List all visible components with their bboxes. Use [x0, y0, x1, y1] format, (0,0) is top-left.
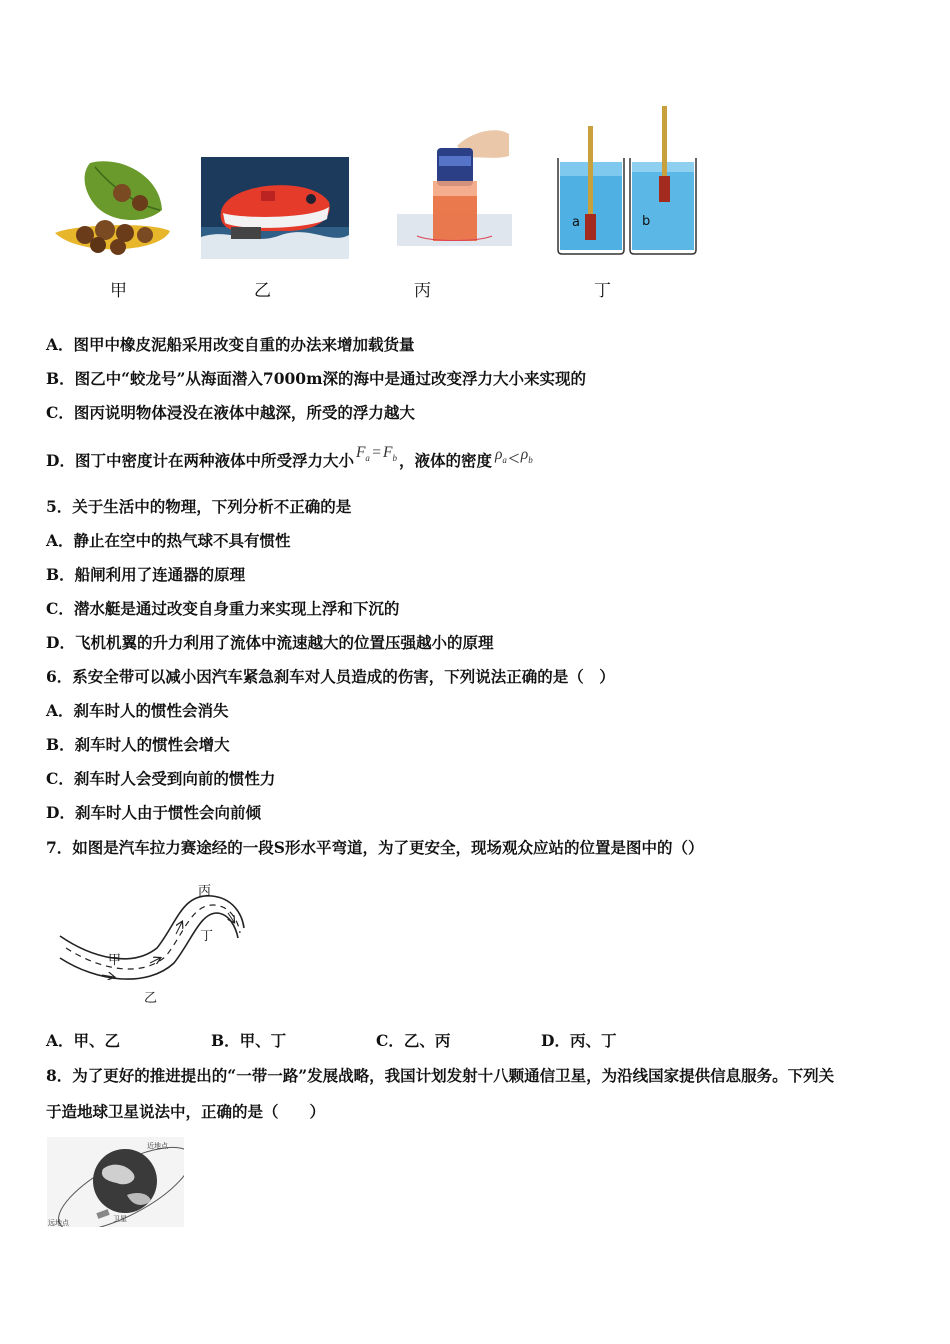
q4-option-a: A．图甲中橡皮泥船采用改变自重的办法来增加载货量 — [46, 335, 415, 354]
q4-option-c: C．图丙说明物体浸没在液体中越深，所受的浮力越大 — [46, 403, 415, 422]
figure-bing-can-in-liquid — [397, 126, 512, 256]
q6-option-b: B．刹车时人的惯性会增大 — [46, 735, 230, 754]
label-apogee: 远地点 — [48, 1219, 69, 1227]
q6-stem: 6．系安全带可以减小因汽车紧急刹车对人员造成的伤害，下列说法正确的是（ ） — [46, 667, 615, 686]
label-bing: 丙 — [198, 884, 212, 899]
q6-option-c: C．刹车时人会受到向前的惯性力 — [46, 769, 276, 788]
q5-option-b: B．船闸利用了连通器的原理 — [46, 565, 246, 584]
q5-option-a: A．静止在空中的热气球不具有惯性 — [46, 531, 291, 550]
q4-option-d — [46, 444, 533, 477]
beaker-label-b: b — [642, 214, 651, 229]
q4-option-b: B．图乙中“蛟龙号”从海面潜入7000m深的海中是通过改变浮力大小来实现的 — [46, 369, 586, 388]
q8-stem-line1: 8．为了更好的推进提出的“一带一路”发展战略，我国计划发射十八颗通信卫星，为沿线国家提供信息服务。下列关 — [46, 1066, 835, 1085]
figure-ding-hydrometers — [554, 104, 699, 256]
q4-option-d-text2: ，液体的密度 — [398, 451, 492, 470]
q5-option-d: D．飞机机翼的升力利用了流体中流速越大的位置压强越小的原理 — [46, 633, 494, 652]
q7-option-b: B．甲、丁 — [211, 1031, 287, 1050]
figure-yi-submersible — [201, 157, 349, 259]
label-perigee: 近地点 — [147, 1142, 168, 1150]
q7-stem: 7．如图是汽车拉力赛途经的一段S形水平弯道，为了更安全，现场观众应站的位置是图中的（） — [46, 838, 704, 857]
formula-density-compare: $\rho_a$ < $\rho_b$ — [494, 446, 533, 470]
label-jia: 甲 — [108, 953, 122, 968]
figure-satellite-orbit — [47, 1137, 184, 1227]
beaker-label-a: a — [572, 215, 580, 230]
caption-jia: 甲 — [110, 281, 127, 301]
q5-option-c: C．潜水艇是通过改变自身重力来实现上浮和下沉的 — [46, 599, 400, 618]
q7-option-d: D．丙、丁 — [541, 1031, 617, 1050]
q6-option-a: A．刹车时人的惯性会消失 — [46, 701, 229, 720]
formula-buoyancy-equal: $F_a$ = $F_b$ — [355, 444, 397, 464]
q7-option-c: C．乙、丙 — [376, 1031, 451, 1050]
caption-ding: 丁 — [594, 281, 611, 301]
q7-options — [46, 1031, 706, 1051]
figure-s-curve-road — [52, 878, 252, 1008]
figure-jia-clay-boat — [50, 155, 175, 263]
q6-option-d: D．刹车时人由于惯性会向前倾 — [46, 803, 261, 822]
label-ding: 丁 — [200, 929, 214, 944]
q8-stem-line2: 于造地球卫星说法中，正确的是（ ） — [46, 1102, 326, 1121]
caption-bing: 丙 — [414, 281, 431, 301]
label-yi: 乙 — [144, 991, 158, 1006]
q7-option-a: A．甲、乙 — [46, 1031, 121, 1050]
q4-option-d-text: D．图丁中密度计在两种液体中所受浮力大小 — [46, 451, 354, 470]
label-satellite: 卫星 — [113, 1215, 127, 1223]
caption-yi: 乙 — [254, 281, 271, 301]
q5-stem: 5．关于生活中的物理，下列分析不正确的是 — [46, 497, 352, 516]
